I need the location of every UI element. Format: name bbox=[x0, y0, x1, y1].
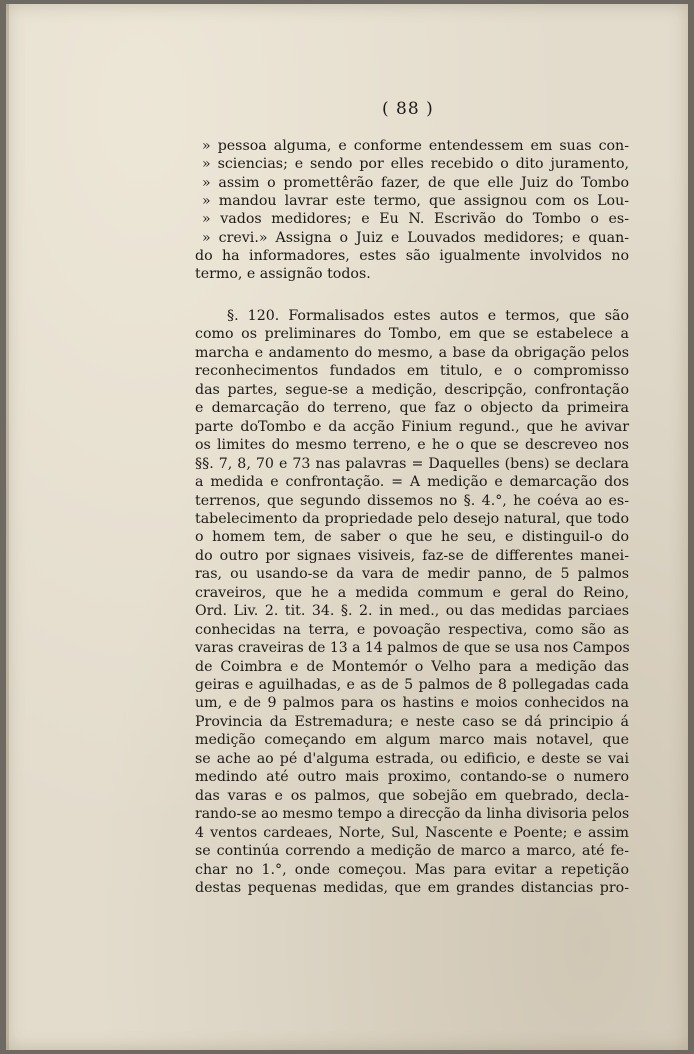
text-line: destas pequenas medidas, que em grandes distancias pro- bbox=[195, 879, 629, 896]
text-line: conhecidas na terra, e povoação respectiva, como são as bbox=[195, 621, 629, 638]
text-line: Ord. Liv. 2. tit. 34. §. 2. in med., ou das medidas parciaes bbox=[195, 603, 629, 620]
text-line: se ache ao pé d'alguma estrada, ou edificio, e deste se vai bbox=[195, 750, 629, 767]
text-line: do ha informadores, estes são igualmente involvidos no bbox=[195, 247, 629, 264]
page-number: ( 88 ) bbox=[382, 99, 434, 119]
text-line: se continúa correndo a medição de marco a marco, até fe- bbox=[195, 843, 629, 860]
text-line: tabelecimento da propriedade pelo desejo natural, que todo bbox=[195, 510, 629, 527]
text-line: » vados medidores; e Eu N. Escrivão do Tombo o es- bbox=[202, 211, 629, 228]
text-line: Provincia da Estremadura; e neste caso se dá principio á bbox=[195, 713, 629, 730]
text-line: » assim o promettêrão fazer, de que elle Juiz do Tombo bbox=[202, 174, 629, 191]
text-line: §§. 7, 8, 70 e 73 nas palavras = Daquelles (bens) se declara bbox=[195, 455, 629, 472]
text-line: marcha e andamento do mesmo, a base da obrigação pelos bbox=[195, 344, 629, 361]
text-line: do outro por signaes visiveis, faz-se de differentes manei- bbox=[195, 547, 629, 564]
text-line: medindo até outro mais proximo, contando-se o numero bbox=[195, 769, 629, 786]
text-line: e demarcação do terreno, que faz o objecto da primeira bbox=[195, 400, 629, 417]
document-page bbox=[6, 4, 688, 1050]
text-line: um, e de 9 palmos para os hastins e moios conhecidos na bbox=[195, 695, 629, 712]
text-line: » mandou lavrar este termo, que assignou com os Lou- bbox=[202, 192, 629, 209]
text-line: char no 1.°, onde começou. Mas para evitar a repetição bbox=[195, 861, 629, 878]
text-line: craveiros, que he a medida commum e geral do Reino, bbox=[195, 584, 629, 601]
text-line: geiras e aguilhadas, e as de 5 palmos de 8 pollegadas cada bbox=[195, 677, 629, 693]
text-line: a medida e confrontação. = A medição e demarcação dos bbox=[195, 474, 629, 491]
text-line: ras, ou usando-se da vara de medir panno, de 5 palmos bbox=[195, 566, 629, 583]
text-line: medição começando em algum marco mais notavel, que bbox=[195, 732, 629, 749]
text-line: §. 120. Formalisados estes autos e termos, que são bbox=[227, 308, 629, 324]
text-line: os limites do mesmo terreno, e he o que se descreveo nos bbox=[195, 437, 629, 454]
text-line: de Coimbra e de Montemór o Velho para a medição das bbox=[195, 658, 629, 675]
text-line: como os preliminares do Tombo, em que se estabelece a bbox=[195, 326, 629, 343]
text-line: parte doTombo e da acção Finium regund., que he avivar bbox=[195, 418, 629, 435]
text-line: das partes, segue-se a medição, descripção, confrontação bbox=[195, 381, 629, 398]
text-line: termo, e assignão todos. bbox=[195, 266, 371, 283]
text-line: das varas e os palmos, que sobejão em quebrado, decla- bbox=[195, 787, 629, 804]
text-body bbox=[6, 4, 688, 1050]
text-line: reconhecimentos fundados em titulo, e o compromisso bbox=[195, 363, 629, 380]
text-line: » crevi.» Assigna o Juiz e Louvados medidores; e quan- bbox=[202, 229, 629, 246]
text-line: rando-se ao mesmo tempo a direcção da linha divisoria pelos bbox=[195, 806, 630, 823]
text-line: 4 ventos cardeaes, Norte, Sul, Nascente e Poente; e assim bbox=[195, 824, 629, 841]
text-line: » sciencias; e sendo por elles recebido o dito juramento, bbox=[202, 156, 629, 173]
text-line: terrenos, que segundo dissemos no §. 4.°, he coéva ao es- bbox=[195, 492, 629, 509]
text-line: o homem tem, de saber o que he seu, e distinguil-o do bbox=[195, 529, 629, 546]
text-line: » pessoa alguma, e conforme entendessem em suas con- bbox=[202, 138, 629, 154]
text-line: varas craveiras de 13 a 14 palmos de que se usa nos Campos bbox=[195, 640, 630, 657]
